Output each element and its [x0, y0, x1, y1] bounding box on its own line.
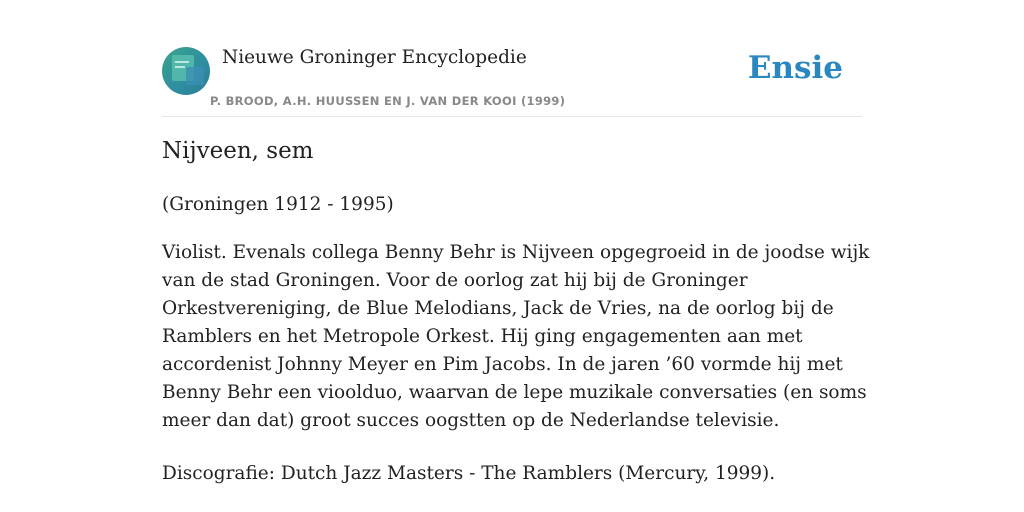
cover-text-line: [175, 61, 189, 63]
entry-title: Nijveen, sem: [162, 138, 314, 164]
page: [162, 0, 870, 512]
book-authors: P. BROOD, A.H. HUUSSEN EN J. VAN DER KOOI (1999): [210, 94, 566, 108]
entry-meta: (Groningen 1912 - 1995): [162, 194, 394, 215]
book-title-link[interactable]: Nieuwe Groninger Encyclopedie: [222, 47, 527, 68]
book-cover-avatar[interactable]: [162, 47, 210, 95]
cover-map-shape: [186, 67, 204, 85]
entry-body: Violist. Evenals collega Benny Behr is Nijveen opgegroeid in de joodse wijk van de stad Groningen. Voor de oorlog zat hij bij de Groninger Orkestvereniging, de Blue Melodians, Jack de Vries, na de oorlog bij de Ramblers en het Metropole Orkest. Hij ging engagementen aan met accordenist Johnny Meyer en Pim Jacobs. In de jaren ’60 vormde hij met Benny Behr een vioolduo, waarvan de lepe muzikale conversaties (en soms meer dan dat) groot succes oogstten op de Nederlandse televisie.: [162, 242, 870, 431]
ensie-logo[interactable]: Ensie: [747, 50, 843, 86]
book-header: [162, 46, 862, 117]
entry-discography: Discografie: Dutch Jazz Masters - The Ramblers (Mercury, 1999).: [162, 463, 776, 484]
cover-text-line: [175, 66, 185, 68]
